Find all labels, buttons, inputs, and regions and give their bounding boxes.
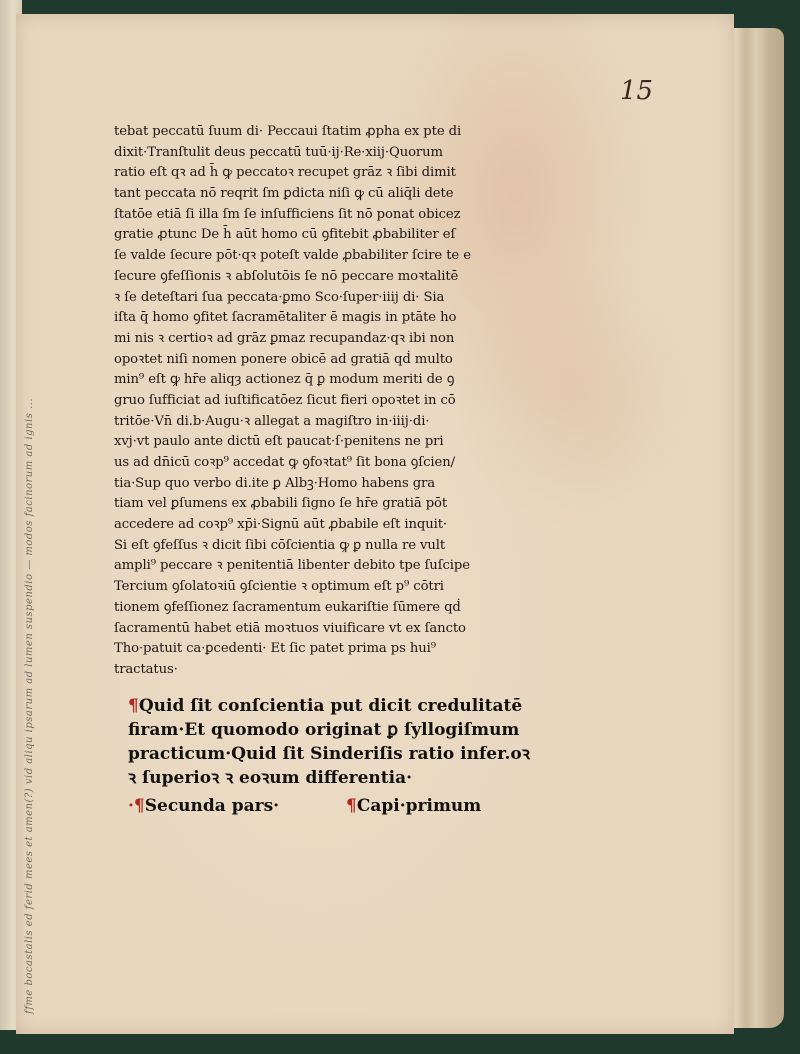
heading-line bbox=[128, 694, 548, 718]
text-line: iſta q̄ homo ꝯfitet ſacramētaliter ē magis in ptāte ho bbox=[114, 310, 457, 326]
text-line: ampli⁹ peccare ꝛ penitentiā libenter debito tpe ſuſcipe bbox=[114, 558, 470, 574]
text-line: tractatus· bbox=[114, 661, 178, 677]
text-line: ſecure ꝯfeſſionis ꝛ abſolutōis ſe nō peccare moꝛtalitē bbox=[114, 268, 459, 284]
heading-text: Quid ſit conſcientia put dicit credulitatē bbox=[138, 696, 523, 716]
text-line: ꝛ ſe deteſtari ſua peccata·ꝑmo Sco·ſuper·iiij di· Sia bbox=[114, 289, 445, 305]
text-line: ſacramentū habet etiā moꝛtuos viuificare vt ex ſancto bbox=[114, 620, 466, 636]
text-line: ſtatōe etiā ſi illa ſm ſe inſufficiens ſit nō ponat obicez bbox=[114, 206, 461, 222]
part-label: Secunda pars· bbox=[144, 796, 280, 816]
text-line: Si eſt ꝯfeſſus ꝛ dicit ſibi cōſcientia ꝙ ꝑ nulla re vult bbox=[114, 537, 446, 553]
chapter-label: Capi·primum bbox=[356, 796, 482, 816]
text-line: tionem ꝯfeſſionez ſacramentum eukariſtie ſūmere qḋ bbox=[114, 599, 461, 615]
heading-text: practicum·Quid ſit Sinderiſis ratio infer.oꝛ bbox=[128, 744, 530, 764]
section-subheading bbox=[128, 796, 528, 822]
paragraph-mark: ¶ bbox=[128, 696, 139, 716]
text-line: gratie ꝓtunc De h̄ aūt homo cū ꝯfitebit ꝓbabiliter eſ bbox=[114, 227, 456, 243]
text-line: Tercium ꝯſolatoꝛiū ꝯſcientie ꝛ optimum eſt p⁹ cōtri bbox=[114, 579, 444, 595]
heading-line bbox=[128, 766, 548, 790]
text-line: min⁹ eſt ꝙ hr̄e aliqȝ actionez q̄ ꝑ modum meriti de ꝯ bbox=[114, 372, 455, 388]
heading-text: ꝛ ſuperioꝛ ꝛ eoꝛum differentia· bbox=[128, 768, 413, 788]
text-line: opoꝛtet niſi nomen ponere obicē ad gratiā qḋ multo bbox=[114, 351, 453, 367]
paragraph-mark: ·¶ bbox=[128, 796, 145, 816]
chapter-heading bbox=[128, 694, 548, 790]
text-line: ratio eſt qꝛ ad h̄ ꝙ peccatoꝛ recupet grāz ꝛ ſibi dimit bbox=[114, 165, 456, 181]
folio-number: 15 bbox=[620, 76, 654, 106]
text-line: tebat peccatū ſuum di· Peccaui ſtatim ꝓpha ex pte di bbox=[114, 124, 462, 139]
heading-line bbox=[128, 742, 548, 766]
text-line: Tho·patuit ca·ꝑcedenti· Et ſic patet prima ps hui⁹ bbox=[114, 641, 436, 657]
book-page bbox=[16, 14, 734, 1034]
text-line: tia·Sup quo verbo di.ite ꝑ Albꝫ·Homo habens gra bbox=[114, 475, 436, 491]
text-line: xvj·vt paulo ante dictū eſt paucat·ſ·penitens ne pri bbox=[114, 434, 444, 450]
text-line: tant peccata nō reqrit ſm ꝑdicta niſi ꝙ cū aliq̄li dete bbox=[114, 186, 454, 202]
text-line: gruo ſufficiat ad iuſtificatōez ſicut fieri opoꝛtet in cō bbox=[114, 392, 456, 408]
text-line: mi nis ꝛ certioꝛ ad grāz ꝑmaz recupandaz·qꝛ ibi non bbox=[114, 330, 455, 346]
text-line: tritōe·Vn̄ di.b·Augu·ꝛ allegat a magiſtro in·iiij·di· bbox=[114, 413, 430, 429]
heading-line bbox=[128, 718, 548, 742]
text-line: accedere ad coꝛp⁹ xp̄i·Signū aūt ꝓbabile eſt inquit· bbox=[114, 517, 448, 533]
text-line: ſe valde ſecure pōt·qꝛ poteſt valde ꝓbabiliter ſcire te e bbox=[114, 248, 471, 264]
margin-annotation: ffme bocastalis ed ferid mees et amen(?) vid aliqu ipsarum ad lumen suspendio — modos facinorum ad ignis ... bbox=[24, 397, 35, 1014]
page-stack-edge bbox=[726, 28, 784, 1028]
text-line: dixit·Tranſtulit deus peccatū tuū·ij·Re·xiij·Quorum bbox=[114, 144, 443, 160]
heading-text: firam·Et quomodo originat ꝑ ſyllogiſmum bbox=[128, 720, 520, 740]
body-text bbox=[114, 122, 544, 681]
text-line: us ad dn̄icū coꝛp⁹ accedat ꝙ ꝯfoꝛtat⁹ ſit bona ꝯſcien/ bbox=[114, 455, 455, 470]
paragraph-mark: ¶ bbox=[346, 796, 357, 816]
text-line: tiam vel ꝑſumens ex ꝓbabili ſigno ſe hr̄e gratiā pōt bbox=[114, 496, 448, 512]
